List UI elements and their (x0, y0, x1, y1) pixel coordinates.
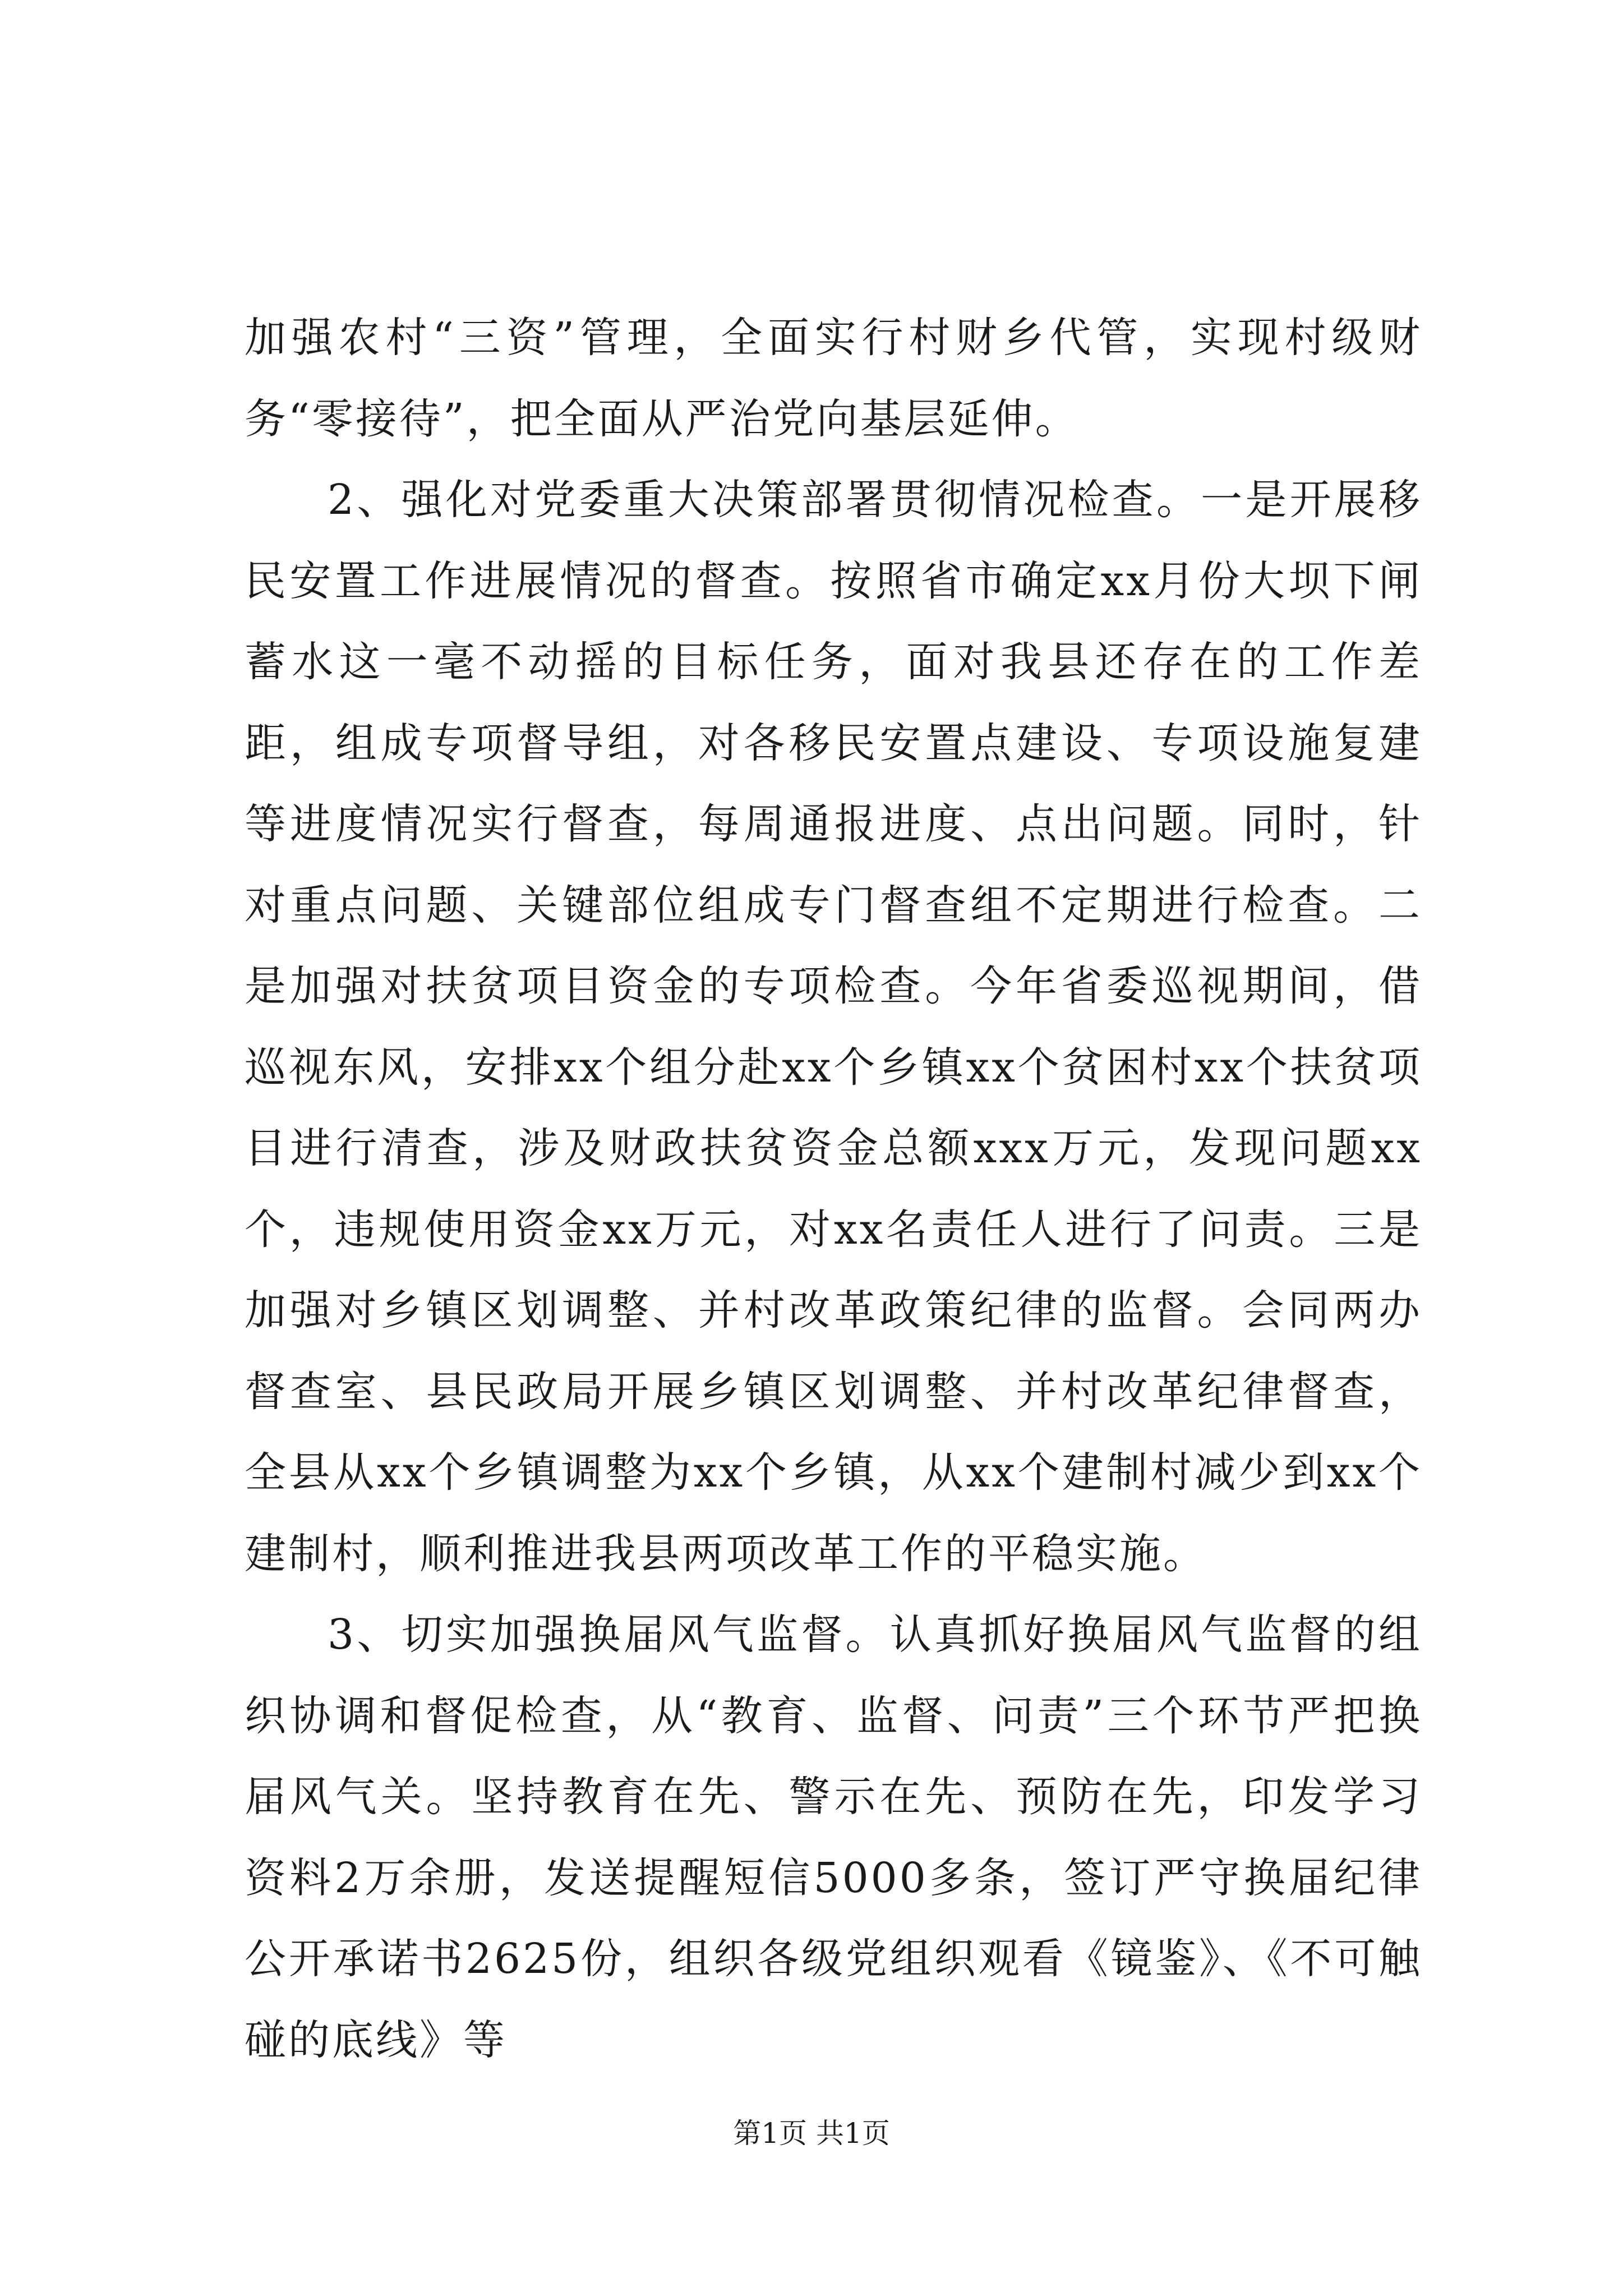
paragraph-item-2: 2、强化对党委重大决策部署贯彻情况检查。一是开展移民安置工作进展情况的督查。按照省市确定xx月份大坝下闸蓄水这一毫不动摇的目标任务，面对我县还存在的工作差距，组成专项督导组，对各移民安置点建设、专项设施复建等进度情况实行督查，每周通报进度、点出问题。同时，针对重点问题、关键部位组成专门督查组不定期进行检查。二是加强对扶贫项目资金的专项检查。今年省委巡视期间，借巡视东风，安排xx个组分赴xx个乡镇xx个贫困村xx个扶贫项目进行清查，涉及财政扶贫资金总额xxx万元，发现问题xx个，违规使用资金xx万元，对xx名责任人进行了问责。三是加强对乡镇区划调整、并村改革政策纪律的监督。会同两办督查室、县民政局开展乡镇区划调整、并村改革纪律督查，全县从xx个乡镇调整为xx个乡镇，从xx个建制村减少到xx个建制村，顺利推进我县两项改革工作的平稳实施。 (245, 476, 1422, 1578)
document-body (245, 297, 1422, 2081)
paragraph-continuation: 加强农村“三资”管理，全面实行村财乡代管，实现村级财务“零接待”，把全面从严治党向基层延伸。 (245, 314, 1422, 443)
paragraph-item-3: 3、切实加强换届风气监督。认真抓好换届风气监督的组织协调和督促检查，从“教育、监督、问责”三个环节严把换届风气关。坚持教育在先、警示在先、预防在先，印发学习资料2万余册，发送提醒短信5000多条，签订严守换届纪律公开承诺书2625份，组织各级党组织观看《镜鉴》、《不可触碰的底线》等 (245, 1611, 1422, 2064)
page-footer: 第1页 共1页 (733, 2117, 890, 2150)
